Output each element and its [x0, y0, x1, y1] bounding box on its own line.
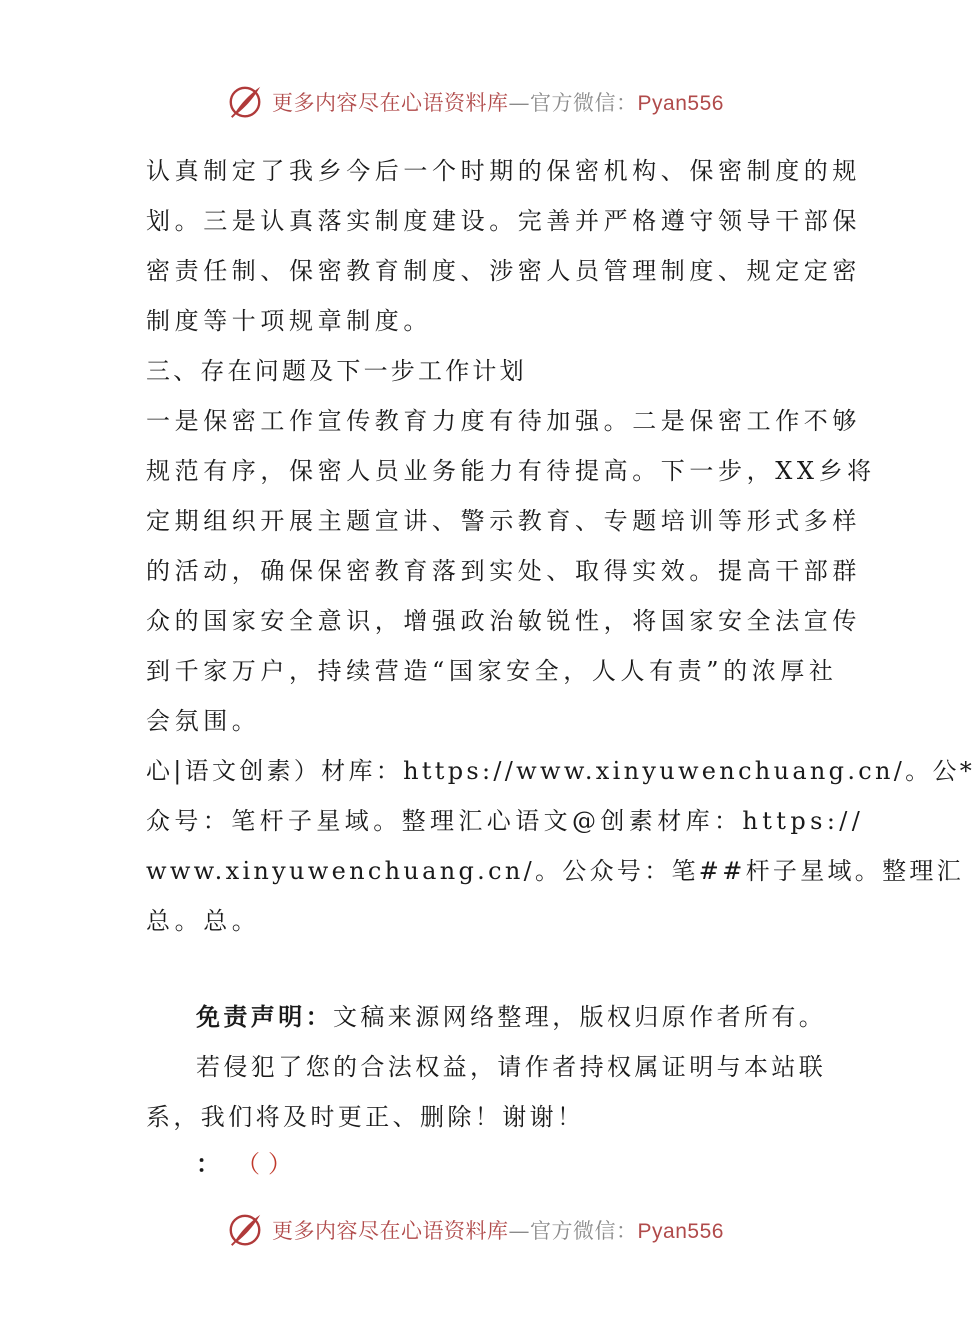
disclaimer-line-2: 若侵犯了您的合法权益，请作者持权属证明与本站联: [196, 1053, 827, 1081]
body-line: 到千家万户，持续营造“国家安全，人人有责”的浓厚社: [146, 657, 838, 685]
footer-banner-text: [272, 1215, 724, 1245]
footer-mark: [196, 1144, 300, 1184]
banner-separator: —: [508, 91, 531, 115]
document-body: [146, 146, 975, 946]
body-line: www.xinyuwenchuang.cn/。公众号：笔##杆子星域。整理汇: [146, 857, 965, 885]
banner-main-text: 更多内容尽在心语资料库: [272, 1219, 509, 1243]
body-line: 总。总。: [146, 907, 261, 935]
banner-wechat-id: Pyan556: [637, 1220, 724, 1243]
disclaimer-line-1: [146, 992, 827, 1042]
body-line: 一是保密工作宣传教育力度有待加强。二是保密工作不够: [146, 407, 861, 435]
quill-logo-icon: [226, 83, 264, 121]
footer-banner: [0, 1208, 950, 1252]
banner-wechat-label: 官方微信：: [530, 1219, 638, 1243]
footer-paren: （）: [248, 1150, 300, 1178]
disclaimer-text: 文稿来源网络整理，版权归原作者所有。: [333, 1003, 827, 1031]
header-banner-inner: [226, 83, 724, 121]
body-line: 规范有序，保密人员业务能力有待提高。下一步，XX乡将: [146, 457, 876, 485]
body-line: 认真制定了我乡今后一个时期的保密机构、保密制度的规: [146, 157, 861, 185]
body-line: 心|语文创素）材库：https://www.xinyuwenchuang.cn/。公*: [146, 757, 975, 785]
header-banner-text: [272, 87, 724, 117]
body-line: 会氛围。: [146, 707, 261, 735]
disclaimer-label: 免责声明：: [196, 1002, 333, 1031]
banner-separator: —: [508, 1219, 531, 1243]
banner-wechat-id: Pyan556: [637, 92, 724, 115]
header-banner: [0, 80, 950, 124]
body-line: 制度等十项规章制度。: [146, 307, 432, 335]
body-line: 定期组织开展主题宣讲、警示教育、专题培训等形式多样: [146, 507, 861, 535]
body-line: 划。三是认真落实制度建设。完善并严格遵守领导干部保: [146, 207, 861, 235]
body-line: 众的国家安全意识，增强政治敏锐性，将国家安全法宣传: [146, 607, 861, 635]
quill-logo-icon: [226, 1211, 264, 1249]
disclaimer-block: [146, 992, 827, 1142]
body-line: 众号：笔杆子星域。整理汇心语文@创素材库：https://: [146, 807, 865, 835]
disclaimer-line-3: 系，我们将及时更正、删除！谢谢！: [146, 1103, 585, 1131]
section-heading: 三、存在问题及下一步工作计划: [146, 357, 527, 385]
banner-wechat-label: 官方微信：: [530, 91, 638, 115]
body-line: 的活动，确保保密教育落到实处、取得实效。提高干部群: [146, 557, 861, 585]
footer-colon: ：: [196, 1149, 220, 1178]
banner-main-text: 更多内容尽在心语资料库: [272, 91, 509, 115]
body-line: 密责任制、保密教育制度、涉密人员管理制度、规定定密: [146, 257, 861, 285]
footer-banner-inner: [226, 1211, 724, 1249]
